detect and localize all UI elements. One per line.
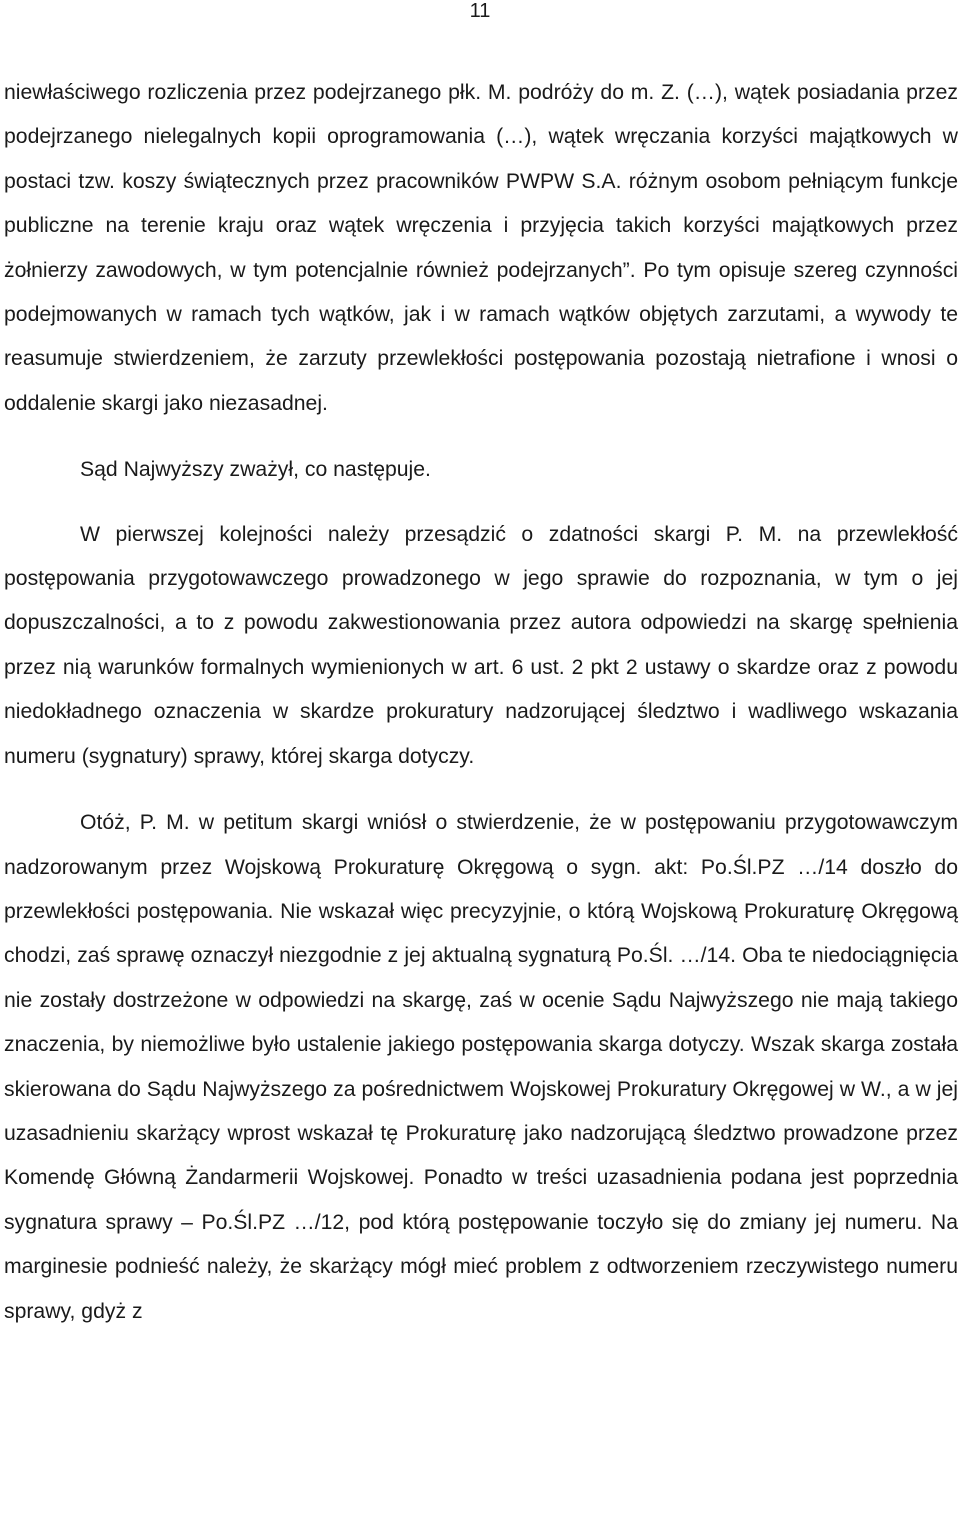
paragraph-petitum: Otóż, P. M. w petitum skargi wniósł o stwierdzenie, że w postępowaniu przygotowawczym nadzorowanym przez Wojskową Prokuraturę Okręgową o sygn. akt: Po.Śl.PZ …/14 doszło do przewlekłości postępowania. Nie wskazał więc precyzyjnie, o którą Wojskową Prokuraturę Okręgową chodzi, zaś sprawę oznaczył niezgodnie z jej aktualną sygnaturą Po.Śl. …/14. Oba te niedociągnięcia nie zostały dostrzeżone w odpowiedzi na skargę, zaś w ocenie Sądu Najwyższego nie mają takiego znaczenia, by niemożliwe było ustalenie jakiego postępowania skarga dotyczy. Wszak skarga została skierowana do Sądu Najwyższego za pośrednictwem Wojskowej Prokuratury Okręgowej w W., a w jej uzasadnieniu skarżący wprost wskazał tę Prokuraturę jako nadzorującą śledztwo prowadzone przez Komendę Główną Żandarmerii Wojskowej. Ponadto w treści uzasadnienia podana jest poprzednia sygnatura sprawy – Po.Śl.PZ …/12, pod którą postępowanie toczyło się do zmiany jej numeru. Na marginesie podnieść należy, że skarżący mógł mieć problem z odtworzeniem rzeczywistego numeru sprawy, gdyż z xyxy=(4,811,958,1323)
document-body xyxy=(4,71,958,1334)
paragraph-admissibility: W pierwszej kolejności należy przesądzić o zdatności skargi P. M. na przewlekłość postępowania przygotowawczego prowadzonego w jego sprawie do rozpoznania, w tym o jej dopuszczalności, a to z powodu zakwestionowania przez autora odpowiedzi na skargę spełnienia przez nią warunków formalnych wymienionych w art. 6 ust. 2 pkt 2 ustawy o skardze oraz z powodu niedokładnego oznaczenia w skardze prokuratury nadzorującej śledztwo i wadliwego wskazania numeru (sygnatury) sprawy, której skarga dotyczy. xyxy=(4,522,958,768)
paragraph-continuation: niewłaściwego rozliczenia przez podejrzanego płk. M. podróży do m. Z. (…), wątek posiadania przez podejrzanego nielegalnych kopii oprogramowania (…), wątek wręczania korzyści majątkowych w postaci tzw. koszy świątecznych przez pracowników PWPW S.A. różnym osobom pełniącym funkcje publiczne na terenie kraju oraz wątek wręczenia i przyjęcia takich korzyści majątkowych przez żołnierzy zawodowych, w tym potencjalnie również podejrzanych”. Po tym opisuje szereg czynności podejmowanych w ramach tych wątków, jak i w ramach wątków objętych zarzutami, a wywody te reasumuje stwierdzeniem, że zarzuty przewlekłości postępowania pozostają nietrafione i wnosi o oddalenie skargi jako niezasadnej. xyxy=(4,81,958,415)
paragraph-court-heading: Sąd Najwyższy zważył, co następuje. xyxy=(80,458,431,482)
page-number: 11 xyxy=(469,0,491,22)
